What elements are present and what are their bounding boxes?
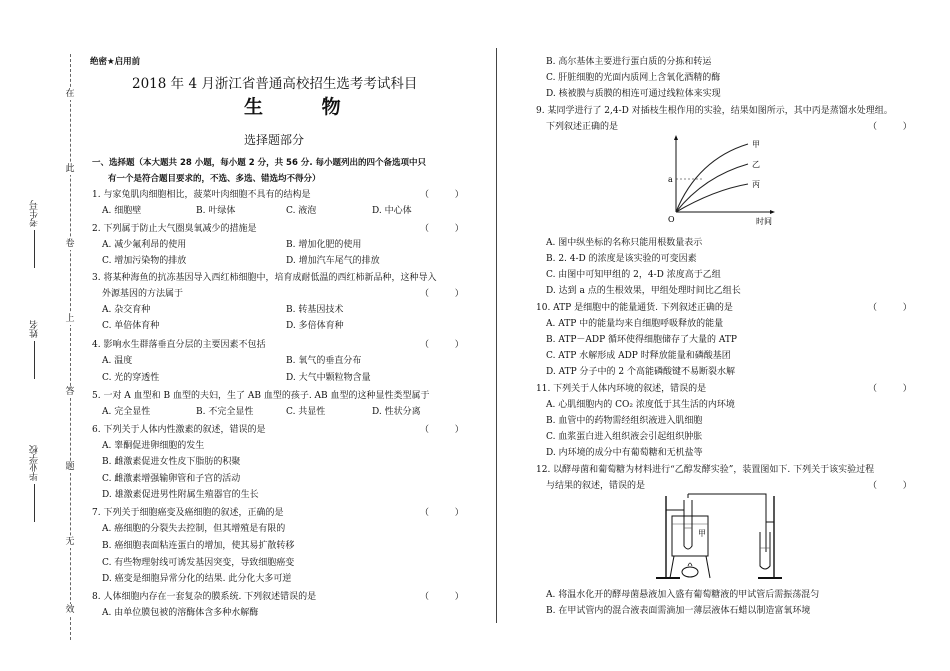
option: B. 雌激素促进女性皮下脂肪的积聚 xyxy=(102,457,241,467)
test-tube-jia xyxy=(684,500,692,549)
answer-blank[interactable]: （ ） xyxy=(420,224,464,234)
field-candidate-number[interactable] xyxy=(26,200,44,271)
answer-blank[interactable]: （ ） xyxy=(868,303,912,313)
option: A. 心肌细胞内的 CO₂ 浓度低于其生活的内环境 xyxy=(546,400,735,410)
option: C. 雌激素增强输卵管和子宫的活动 xyxy=(102,474,241,484)
section-title: 选择题部分 xyxy=(244,133,305,147)
option: A. 将温水化开的酵母菌悬液加入盛有葡萄糖液的甲试管后需振荡混匀 xyxy=(546,590,820,600)
answer-blank[interactable]: （ ） xyxy=(420,592,464,602)
binding-dashed-line xyxy=(70,54,71,640)
question-stem: 2. 下列属于防止大气圈臭氧减少的措施是 xyxy=(92,224,257,234)
tripod-leg xyxy=(670,556,674,578)
answer-blank[interactable]: （ ） xyxy=(420,425,464,435)
option: C. 单倍体育种 xyxy=(102,321,160,331)
binding-char: 题 xyxy=(60,461,80,473)
option: A. 图中纵坐标的名称只能用根数量表示 xyxy=(546,238,703,248)
option: C. 肝脏细胞的光面内质网上含氧化酒精的酶 xyxy=(546,73,721,83)
alcohol-lamp xyxy=(682,567,698,577)
page-divider xyxy=(496,48,497,623)
option: A. 减少氟利昂的使用 xyxy=(102,240,187,250)
binding-margin xyxy=(0,0,88,671)
test-tube-yi xyxy=(760,532,770,569)
option: D. 多倍体育种 xyxy=(286,321,344,331)
answer-blank[interactable]: （ ） xyxy=(868,384,912,394)
question-stem: 9. 某同学进行了 2,4-D 对插枝生根作用的实验，结果如图所示，其中丙是蒸馏水处理组。 xyxy=(536,106,893,116)
option: B. 2. 4-D 的浓度是该实验的可变因素 xyxy=(546,254,697,264)
question-stem: 12. 以酵母菌和葡萄糖为材料进行“乙醇发酵实验”，装置图如下. 下列关于该实验过程 xyxy=(536,465,875,475)
option: C. 增加污染物的排放 xyxy=(102,256,187,266)
binding-char: 无 xyxy=(60,536,80,548)
option: D. 癌变是细胞异常分化的结果. 此分化大多可逆 xyxy=(102,574,292,584)
fill-in-line xyxy=(35,341,36,379)
binding-char: 答 xyxy=(60,386,80,398)
fermentation-apparatus-figure xyxy=(654,492,784,584)
question-stem: 外源基因的方法属于 xyxy=(102,289,184,299)
flame xyxy=(688,563,692,566)
binding-char: 卷 xyxy=(60,238,80,250)
option: C. 有些物理射线可诱发基因突变，导致细胞癌变 xyxy=(102,558,295,568)
y-axis-arrow xyxy=(674,135,678,140)
option: B. ATP－ADP 循环使得细胞储存了大量的 ATP xyxy=(546,335,737,345)
option: C. 光的穿透性 xyxy=(102,373,160,383)
option: B. 癌细胞表面粘连蛋白的增加，使其易扩散转移 xyxy=(102,541,295,551)
field-label: 毕业学校 xyxy=(30,445,40,481)
series-label: 甲 xyxy=(752,140,760,149)
question-stem: 下列叙述正确的是 xyxy=(546,122,619,132)
subject-title: 生 物 xyxy=(244,96,367,118)
y-axis-label: a xyxy=(668,175,673,184)
option: D. 增加汽车尾气的排放 xyxy=(286,256,380,266)
option: C. 共显性 xyxy=(286,407,326,417)
option: B. 血管中的药物需经组织液进入肌细胞 xyxy=(546,416,703,426)
option: D. 大气中颗粒物含量 xyxy=(286,373,371,383)
answer-blank[interactable]: （ ） xyxy=(420,289,464,299)
question-stem: 7. 下列关于细胞癌变及癌细胞的叙述，正确的是 xyxy=(92,508,284,518)
x-axis-label: 时间 xyxy=(756,217,772,226)
option: B. 转基因技术 xyxy=(286,305,344,315)
option: C. 血浆蛋白进入组织液会引起组织肿胀 xyxy=(546,432,703,442)
option: A. 由单位膜包被的溶酶体含多种水解酶 xyxy=(102,608,259,618)
option: D. 中心体 xyxy=(372,206,412,216)
question-stem: 10. ATP 是细胞中的能量通货. 下列叙述正确的是 xyxy=(536,303,733,313)
question-stem: 1. 与家兔肌肉细胞相比，菠菜叶肉细胞不具有的结构是 xyxy=(92,190,311,200)
origin-label: O xyxy=(668,215,675,224)
binding-char: 效 xyxy=(60,604,80,616)
option: A. 完全显性 xyxy=(102,407,151,417)
instruction-line: 一、选择题（本大题共 28 小题，每小题 2 分，共 56 分. 每小题列出的四个备选项中只 xyxy=(92,158,427,168)
answer-blank[interactable]: （ ） xyxy=(420,340,464,350)
option: C. 液泡 xyxy=(286,206,317,216)
instruction-line: 有一个是符合题目要求的，不选、多选、错选均不得分） xyxy=(108,174,321,184)
field-school[interactable] xyxy=(26,445,44,525)
option: A. 细胞壁 xyxy=(102,206,142,216)
answer-blank[interactable]: （ ） xyxy=(868,481,912,491)
option: A. ATP 中的能量均来自细胞呼吸释放的能量 xyxy=(546,319,724,329)
question-stem: 4. 影响水生群落垂直分层的主要因素不包括 xyxy=(92,340,266,350)
field-name[interactable] xyxy=(26,320,44,382)
series-label: 乙 xyxy=(752,160,760,169)
option: D. 达到 a 点的生根效果，甲组处理时间比乙组长 xyxy=(546,286,741,296)
confidential-mark: 绝密★启用前 xyxy=(90,57,141,67)
answer-blank[interactable]: （ ） xyxy=(420,190,464,200)
curve-yi xyxy=(676,164,748,212)
question-stem: 3. 将某种海鱼的抗冻基因导入西红柿细胞中，培育成耐低温的西红柿新品种，这种导入 xyxy=(92,273,437,283)
option: C. 由图中可知甲组的 2，4-D 浓度高于乙组 xyxy=(546,270,721,280)
binding-char: 此 xyxy=(60,163,80,175)
fill-in-line xyxy=(35,230,36,268)
option: B. 氧气的垂直分布 xyxy=(286,356,362,366)
option: A. 癌细胞的分裂失去控制，但其增殖是有限的 xyxy=(102,524,286,534)
curve-bing xyxy=(676,184,748,212)
question-stem: 8. 人体细胞内存在一套复杂的膜系统. 下列叙述错误的是 xyxy=(92,592,317,602)
option: B. 叶绿体 xyxy=(196,206,236,216)
tube-label: 甲 xyxy=(698,529,706,538)
option: A. 杂交育种 xyxy=(102,305,151,315)
option: B. 在甲试管内的混合液表面需滴加一薄层液体石蜡以制造富氧环境 xyxy=(546,606,811,616)
answer-blank[interactable]: （ ） xyxy=(868,122,912,132)
option: B. 增加化肥的使用 xyxy=(286,240,362,250)
option: D. ATP 分子中的 2 个高能磷酸键不易断裂水解 xyxy=(546,367,735,377)
option: D. 雄激素促进男性附属生殖器官的生长 xyxy=(102,490,259,500)
option: C. ATP 水解形成 ADP 时释放能量和磷酸基团 xyxy=(546,351,731,361)
question-stem: 11. 下列关于人体内环境的叙述，错误的是 xyxy=(536,384,707,394)
field-label: 姓名 xyxy=(30,320,40,338)
growth-curve-chart xyxy=(660,132,790,228)
tripod-leg xyxy=(706,556,710,578)
x-axis-arrow xyxy=(770,210,775,214)
question-stem: 6. 下列关于人体内性激素的叙述，错误的是 xyxy=(92,425,266,435)
option: D. 性状分离 xyxy=(372,407,421,417)
exam-title: 2018 年 4 月浙江省普通高校招生选考考试科目 xyxy=(132,76,418,92)
option: B. 不完全显性 xyxy=(196,407,254,417)
question-stem: 5. 一对 A 血型和 B 血型的夫妇，生了 AB 血型的孩子. AB 血型的这种显性类型属于 xyxy=(92,391,430,401)
option: A. 温度 xyxy=(102,356,133,366)
binding-char: 上 xyxy=(60,313,80,325)
option: A. 睾酮促进卵细胞的发生 xyxy=(102,441,205,451)
delivery-tube xyxy=(688,494,766,552)
option: D. 内环境的成分中有葡萄糖和无机盐等 xyxy=(546,448,703,458)
field-label: 考生号 xyxy=(30,200,40,227)
curve-jia xyxy=(676,144,748,212)
option: B. 高尔基体主要进行蛋白质的分拣和转运 xyxy=(546,57,712,67)
binding-char: 在 xyxy=(60,88,80,100)
series-label: 丙 xyxy=(752,180,760,189)
fill-in-line xyxy=(35,484,36,522)
question-stem: 与结果的叙述，错误的是 xyxy=(546,481,646,491)
option: D. 核被膜与质膜的相连可通过线粒体来实现 xyxy=(546,89,721,99)
answer-blank[interactable]: （ ） xyxy=(420,508,464,518)
